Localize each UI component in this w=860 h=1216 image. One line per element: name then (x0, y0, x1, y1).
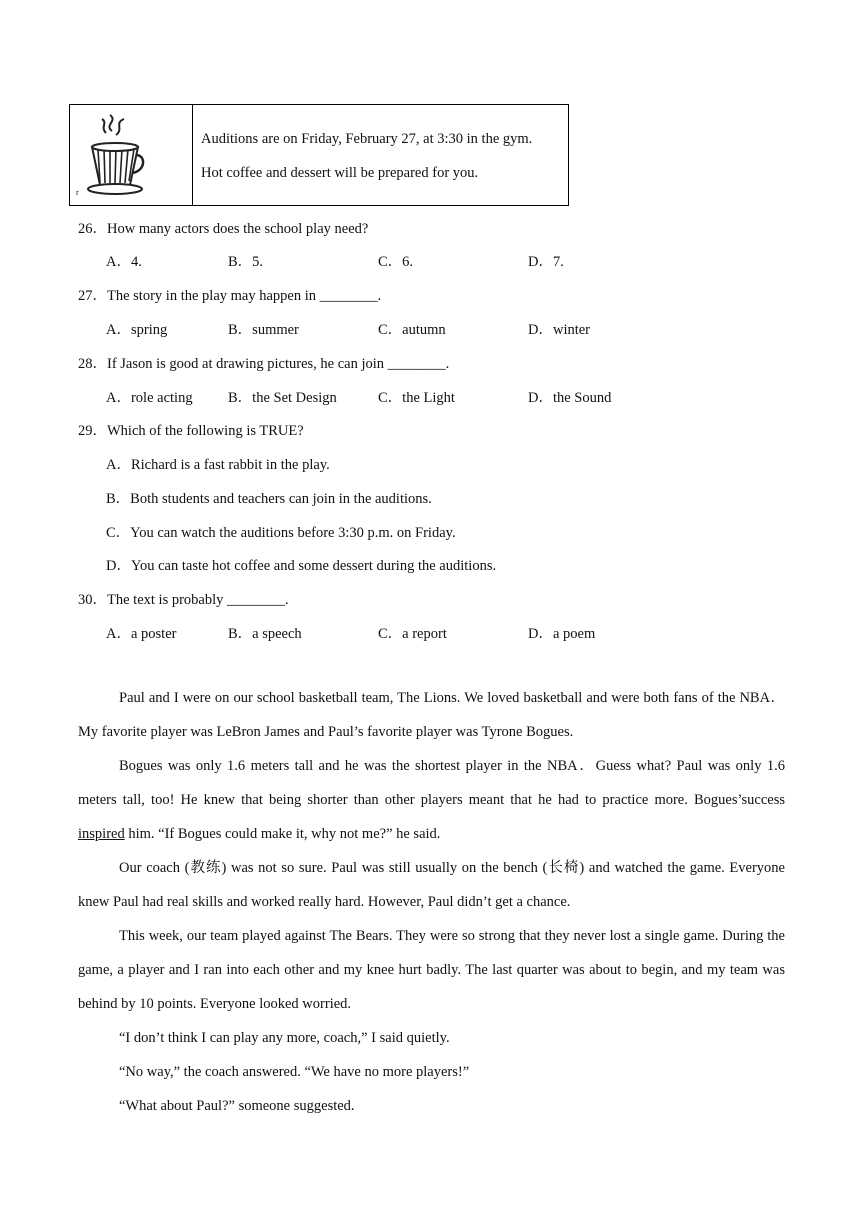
q28-option-d[interactable]: D．the Sound (528, 390, 612, 406)
coffee-cup-icon (84, 113, 146, 199)
passage-paragraph-2 (78, 749, 785, 851)
q30-option-d[interactable]: D．a poem (528, 626, 596, 642)
notice-text-cell (193, 105, 202, 205)
q27-option-c[interactable]: C．autumn (378, 322, 446, 338)
underlined-word-inspired: inspired (78, 826, 125, 842)
paragraph-2-part-a: Bogues was only 1.6 meters tall and he was the shortest player in the NBA．Guess what? Paul was only 1.6 meters tall, too! He knew that being shorter than other players meant that he had to practice more. Bogues’success (78, 758, 785, 808)
small-mark: r (76, 188, 79, 197)
passage-paragraph-1: Paul and I were on our school basketball team, The Lions. We loved basketball and were both fans of the NBA．My favorite player was LeBron James and Paul’s favorite player was Tyrone Bogues. (78, 690, 785, 740)
reading-passage (78, 681, 785, 1123)
q29-option-a[interactable]: A．Richard is a fast rabbit in the play. (106, 457, 330, 473)
q26-option-b[interactable]: B．5. (228, 254, 264, 270)
q30-option-c[interactable]: C．a report (378, 626, 447, 642)
q29-option-c[interactable]: C．You can watch the auditions before 3:30 p.m. on Friday. (106, 525, 456, 541)
paragraph-2-part-b: him. “If Bogues could make it, why not me?” he said. (124, 826, 441, 842)
q29-option-b[interactable]: B．Both students and teachers can join in the auditions. (106, 491, 432, 507)
q30-option-a[interactable]: A．a poster (106, 626, 177, 642)
passage-paragraph-5: “I don’t think I can play any more, coach,” I said quietly. (119, 1030, 450, 1046)
q30-option-b[interactable]: B．a speech (228, 626, 302, 642)
q26-option-a[interactable]: A．4. (106, 254, 142, 270)
q27-option-d[interactable]: D．winter (528, 322, 591, 338)
notice-image-cell (70, 105, 193, 205)
question-30-stem: 30．The text is probably ________. (78, 592, 289, 608)
audition-notice-box (69, 104, 569, 206)
passage-paragraph-6: “No way,” the coach answered. “We have no more players!” (119, 1064, 470, 1080)
q27-option-b[interactable]: B．summer (228, 322, 299, 338)
question-28-stem: 28．If Jason is good at drawing pictures, he can join ________. (78, 356, 450, 372)
q28-option-a[interactable]: A．role acting (106, 390, 193, 406)
passage-paragraph-7: “What about Paul?” someone suggested. (119, 1098, 355, 1114)
question-29-stem: 29．Which of the following is TRUE? (78, 423, 304, 439)
q26-option-c[interactable]: C．6. (378, 254, 414, 270)
question-26-stem: 26．How many actors does the school play need? (78, 221, 369, 237)
notice-line-2: Hot coffee and dessert will be prepared for you. (201, 165, 479, 181)
q27-option-a[interactable]: A．spring (106, 322, 168, 338)
q26-option-d[interactable]: D．7. (528, 254, 564, 270)
q28-option-b[interactable]: B．the Set Design (228, 390, 337, 406)
passage-paragraph-3: Our coach (教练) was not so sure. Paul was still usually on the bench (长椅) and watched the game. Everyone knew Paul had real skills and worked really hard. However, Paul didn’t get a chance. (78, 860, 785, 910)
question-27-stem: 27．The story in the play may happen in ________. (78, 288, 382, 304)
passage-paragraph-4: This week, our team played against The Bears. They were so strong that they never lost a single game. During the game, a player and I ran into each other and my knee hurt badly. The last quarter was about to begin, and my team was behind by 10 points. Everyone looked worried. (78, 928, 785, 1012)
notice-line-1: Auditions are on Friday, February 27, at 3:30 in the gym. (201, 131, 533, 147)
q29-option-d[interactable]: D．You can taste hot coffee and some dessert during the auditions. (106, 558, 497, 574)
q28-option-c[interactable]: C．the Light (378, 390, 455, 406)
